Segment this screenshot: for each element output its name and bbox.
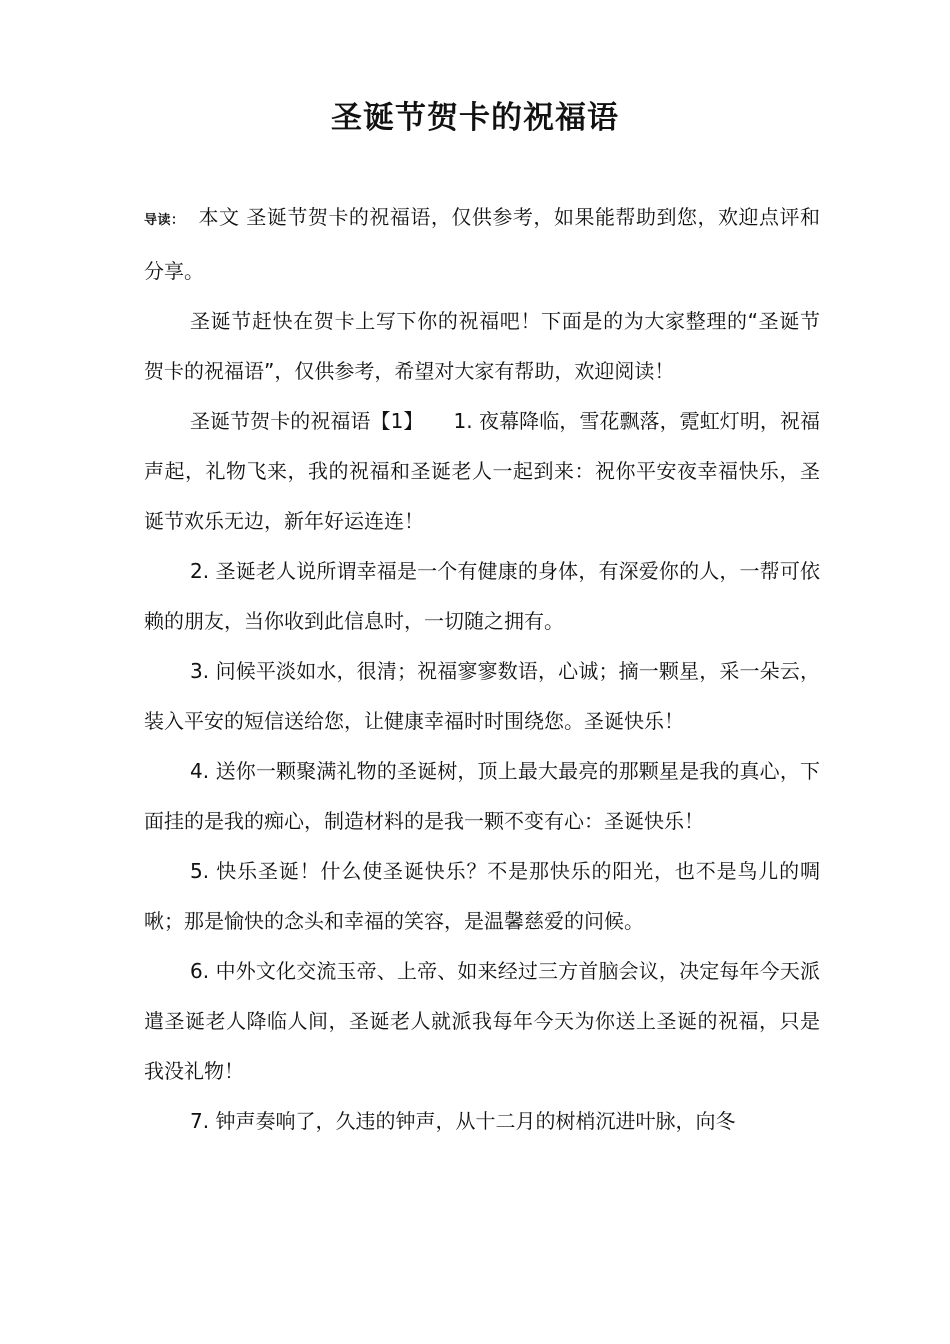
body-paragraph: 7. 钟声奏响了，久违的钟声，从十二月的树梢沉进叶脉，向冬 xyxy=(190,1109,736,1133)
body-paragraph: 4. 送你一颗聚满礼物的圣诞树，顶上最大最亮的那颗星是我的真心，下面挂的是我的痴心，制造材料的是我一颗不变有心：圣诞快乐！ xyxy=(144,759,820,833)
document-body xyxy=(144,192,820,1146)
body-paragraph: 圣诞节赶快在贺卡上写下你的祝福吧！下面是的为大家整理的“圣诞节贺卡的祝福语”，仅供参考，希望对大家有帮助，欢迎阅读！ xyxy=(144,309,820,383)
intro-text: 本文 圣诞节贺卡的祝福语，仅供参考，如果能帮助到您，欢迎点评和分享。 xyxy=(144,205,820,283)
document-title: 圣诞节贺卡的祝福语 xyxy=(331,100,619,136)
body-paragraph: 6. 中外文化交流玉帝、上帝、如来经过三方首脑会议，决定每年今天派遣圣诞老人降临人间，圣诞老人就派我每年今天为你送上圣诞的祝福，只是我没礼物！ xyxy=(144,959,820,1083)
body-paragraph: 2. 圣诞老人说所谓幸福是一个有健康的身体，有深爱你的人，一帮可依赖的朋友，当你收到此信息时，一切随之拥有。 xyxy=(144,559,820,633)
body-paragraph: 5. 快乐圣诞！什么使圣诞快乐？不是那快乐的阳光，也不是鸟儿的啁啾；那是愉快的念头和幸福的笑容，是温馨慈爱的问候。 xyxy=(144,859,820,933)
intro-label: 导读： xyxy=(144,213,185,228)
body-paragraph: 圣诞节贺卡的祝福语【1】 1. 夜幕降临，雪花飘落，霓虹灯明，祝福声起，礼物飞来，我的祝福和圣诞老人一起到来：祝你平安夜幸福快乐，圣诞节欢乐无边，新年好运连连！ xyxy=(144,409,820,533)
body-paragraph: 3. 问候平淡如水，很清；祝福寥寥数语，心诚；摘一颗星，采一朵云，装入平安的短信送给您，让健康幸福时时围绕您。圣诞快乐！ xyxy=(144,659,820,733)
intro-paragraph xyxy=(144,192,820,296)
